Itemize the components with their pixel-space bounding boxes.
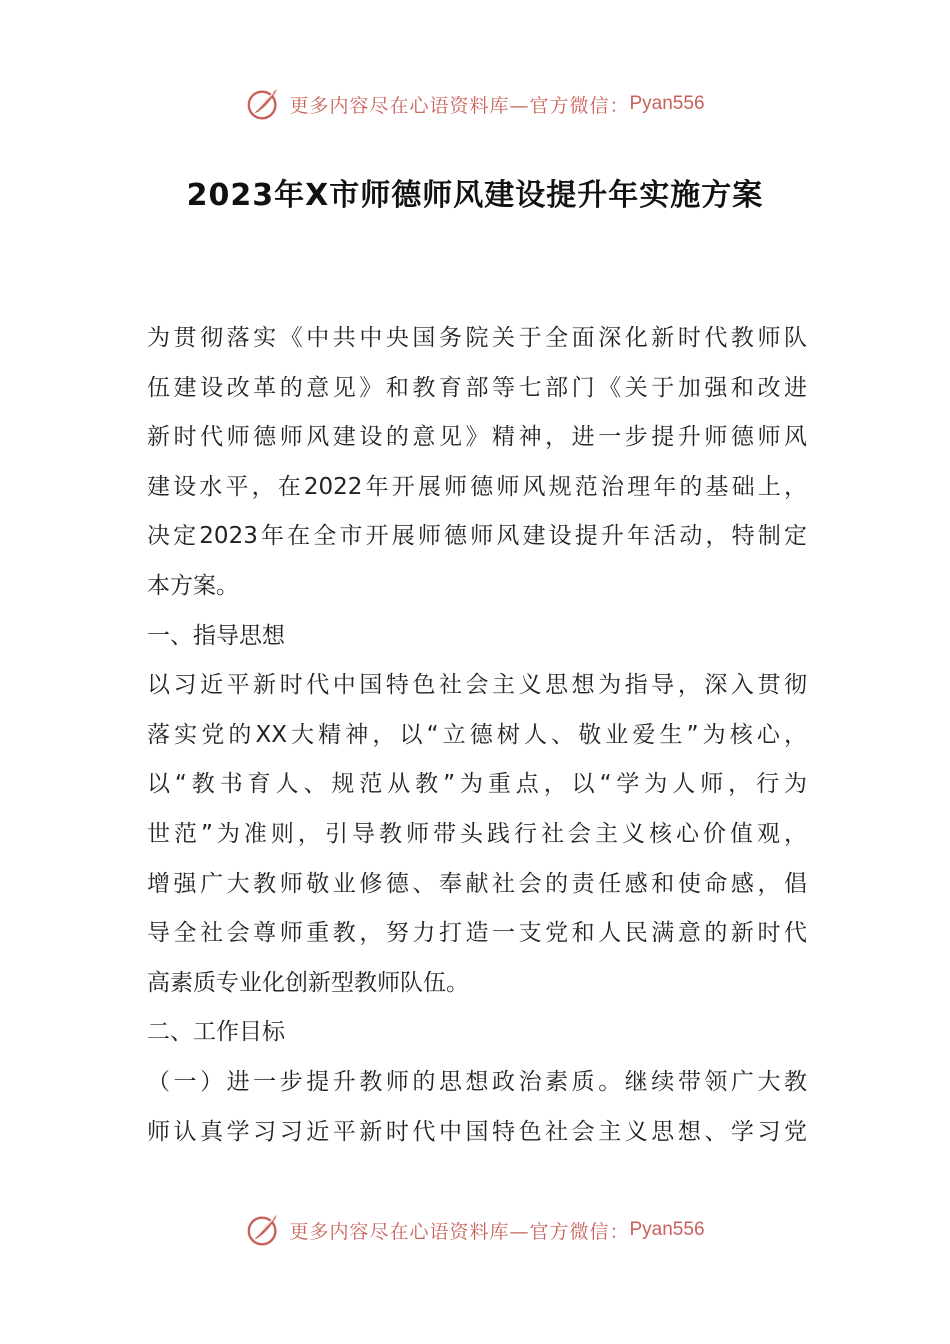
body-line: 增强广大教师敬业修德、奉献社会的责任感和使命感，倡	[147, 870, 807, 897]
body-line: （一）进一步提升教师的思想政治素质。继续带领广大教	[147, 1068, 807, 1095]
footer-watermark	[0, 1210, 950, 1250]
body-line: 师认真学习习近平新时代中国特色社会主义思想、学习党	[147, 1118, 807, 1145]
body-line: 落实党的XX大精神，以“立德树人、敬业爱生”为核心，	[147, 721, 807, 748]
body-line: 为贯彻落实《中共中央国务院关于全面深化新时代教师队	[147, 325, 807, 351]
quill-logo-icon	[245, 1211, 283, 1249]
body-line: 高素质专业化创新型教师队伍。	[147, 969, 469, 996]
body-line: 本方案。	[147, 572, 239, 599]
body-line: 建设水平，在2022年开展师德师风规范治理年的基础上，	[147, 473, 807, 500]
body-line: 以习近平新时代中国特色社会主义思想为指导，深入贯彻	[147, 672, 807, 699]
body-line: 导全社会尊师重教，努力打造一支党和人民满意的新时代	[147, 920, 807, 947]
body-line: 伍建设改革的意见》和教育部等七部门《关于加强和改进	[147, 374, 807, 401]
body-line: 以“教书育人、规范从教”为重点，以“学为人师，行为	[147, 771, 807, 798]
body-line: 世范”为准则，引导教师带头践行社会主义核心价值观，	[147, 820, 807, 847]
watermark-wechat-id: Pyan556	[629, 93, 705, 114]
body-line: 决定2023年在全市开展师德师风建设提升年活动，特制定	[147, 523, 807, 550]
document-title: 2023年X市师德师风建设提升年实施方案	[186, 178, 764, 213]
document-body	[147, 314, 807, 1157]
watermark-text: 更多内容尽在心语资料库—官方微信：	[289, 1220, 630, 1243]
header-watermark	[0, 84, 950, 124]
quill-logo-icon	[245, 85, 283, 123]
section-heading: 二、工作目标	[147, 1019, 285, 1046]
watermark-text: 更多内容尽在心语资料库—官方微信：	[289, 94, 630, 117]
section-heading: 一、指导思想	[147, 622, 285, 649]
body-line: 新时代师德师风建设的意见》精神，进一步提升师德师风	[147, 424, 807, 451]
watermark-wechat-id: Pyan556	[629, 1219, 705, 1240]
